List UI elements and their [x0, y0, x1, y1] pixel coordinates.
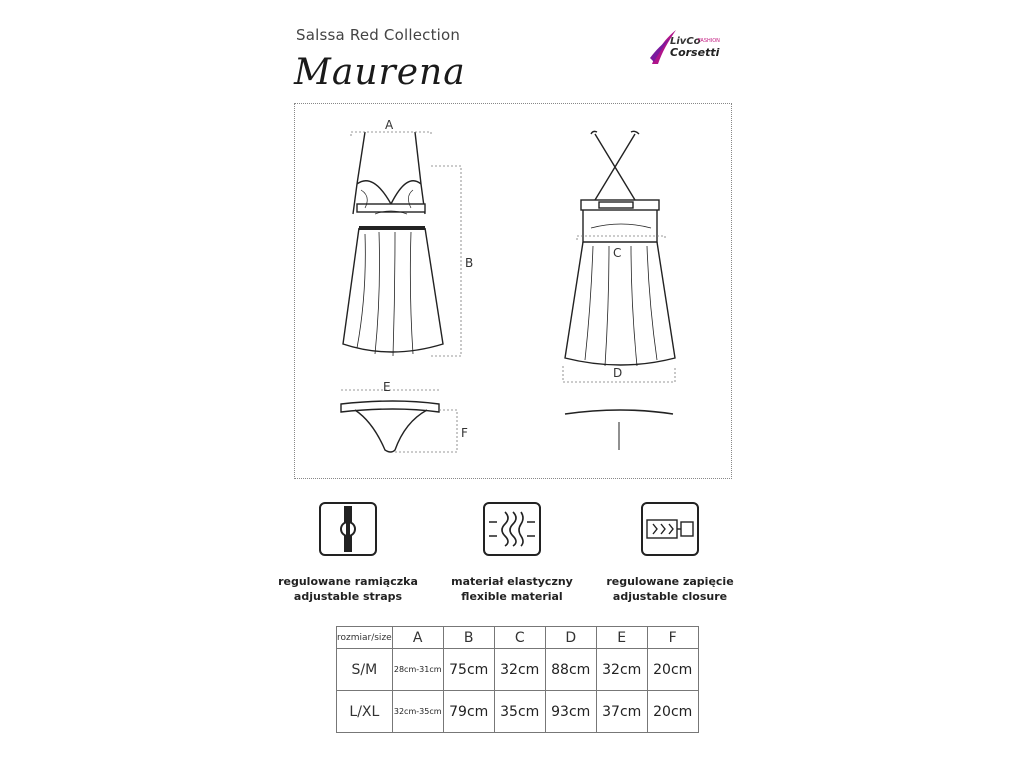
feature-pl-label: materiał elastyczny [451, 575, 573, 588]
feature-flexible-material [422, 502, 602, 604]
label-b: B [465, 256, 474, 270]
logo-tag: FASHION [698, 38, 720, 44]
table-row [337, 691, 699, 733]
technical-drawing-frame [294, 103, 732, 479]
feature-en-label: adjustable closure [612, 590, 728, 603]
model-name: Maurena [294, 52, 466, 93]
column-header: D [545, 627, 596, 649]
label-e: E [383, 380, 391, 394]
feature-adjustable-closure [580, 502, 760, 604]
feature-adjustable-straps [258, 502, 438, 604]
feature-en-label: flexible material [461, 590, 563, 603]
value-cell: 32cm [596, 649, 647, 691]
value-cell: 79cm [443, 691, 494, 733]
label-a: A [385, 118, 394, 132]
value-cell: 28cm-31cm [392, 649, 443, 691]
column-header: F [647, 627, 698, 649]
size-table-header [337, 627, 699, 649]
value-cell: 37cm [596, 691, 647, 733]
value-cell: 88cm [545, 649, 596, 691]
feature-en-label: adjustable straps [293, 590, 403, 603]
size-table-corner: rozmiar/size [337, 627, 393, 649]
hook-closure-icon [641, 502, 699, 556]
feature-pl-label: regulowane ramiączka [278, 575, 418, 588]
value-cell: 75cm [443, 649, 494, 691]
value-cell: 32cm-35cm [392, 691, 443, 733]
logo-text-line1: LivCo [670, 36, 701, 47]
collection-title: Salssa Red Collection [296, 26, 461, 44]
size-cell: S/M [337, 649, 393, 691]
elastic-material-icon [483, 502, 541, 556]
size-cell: L/XL [337, 691, 393, 733]
value-cell: 32cm [494, 649, 545, 691]
column-header: C [494, 627, 545, 649]
brand-logo [648, 24, 738, 72]
value-cell: 20cm [647, 649, 698, 691]
column-header: B [443, 627, 494, 649]
label-c: C [613, 246, 622, 260]
table-row [337, 649, 699, 691]
label-d: D [613, 366, 623, 380]
column-header: E [596, 627, 647, 649]
logo-text-line2: Corsetti [670, 46, 720, 59]
value-cell: 93cm [545, 691, 596, 733]
value-cell: 35cm [494, 691, 545, 733]
size-table [336, 626, 699, 733]
feature-pl-label: regulowane zapięcie [606, 575, 734, 588]
garment-drawing [295, 104, 731, 478]
column-header: A [392, 627, 443, 649]
value-cell: 20cm [647, 691, 698, 733]
adjustable-strap-icon [319, 502, 377, 556]
label-f: F [461, 426, 468, 440]
